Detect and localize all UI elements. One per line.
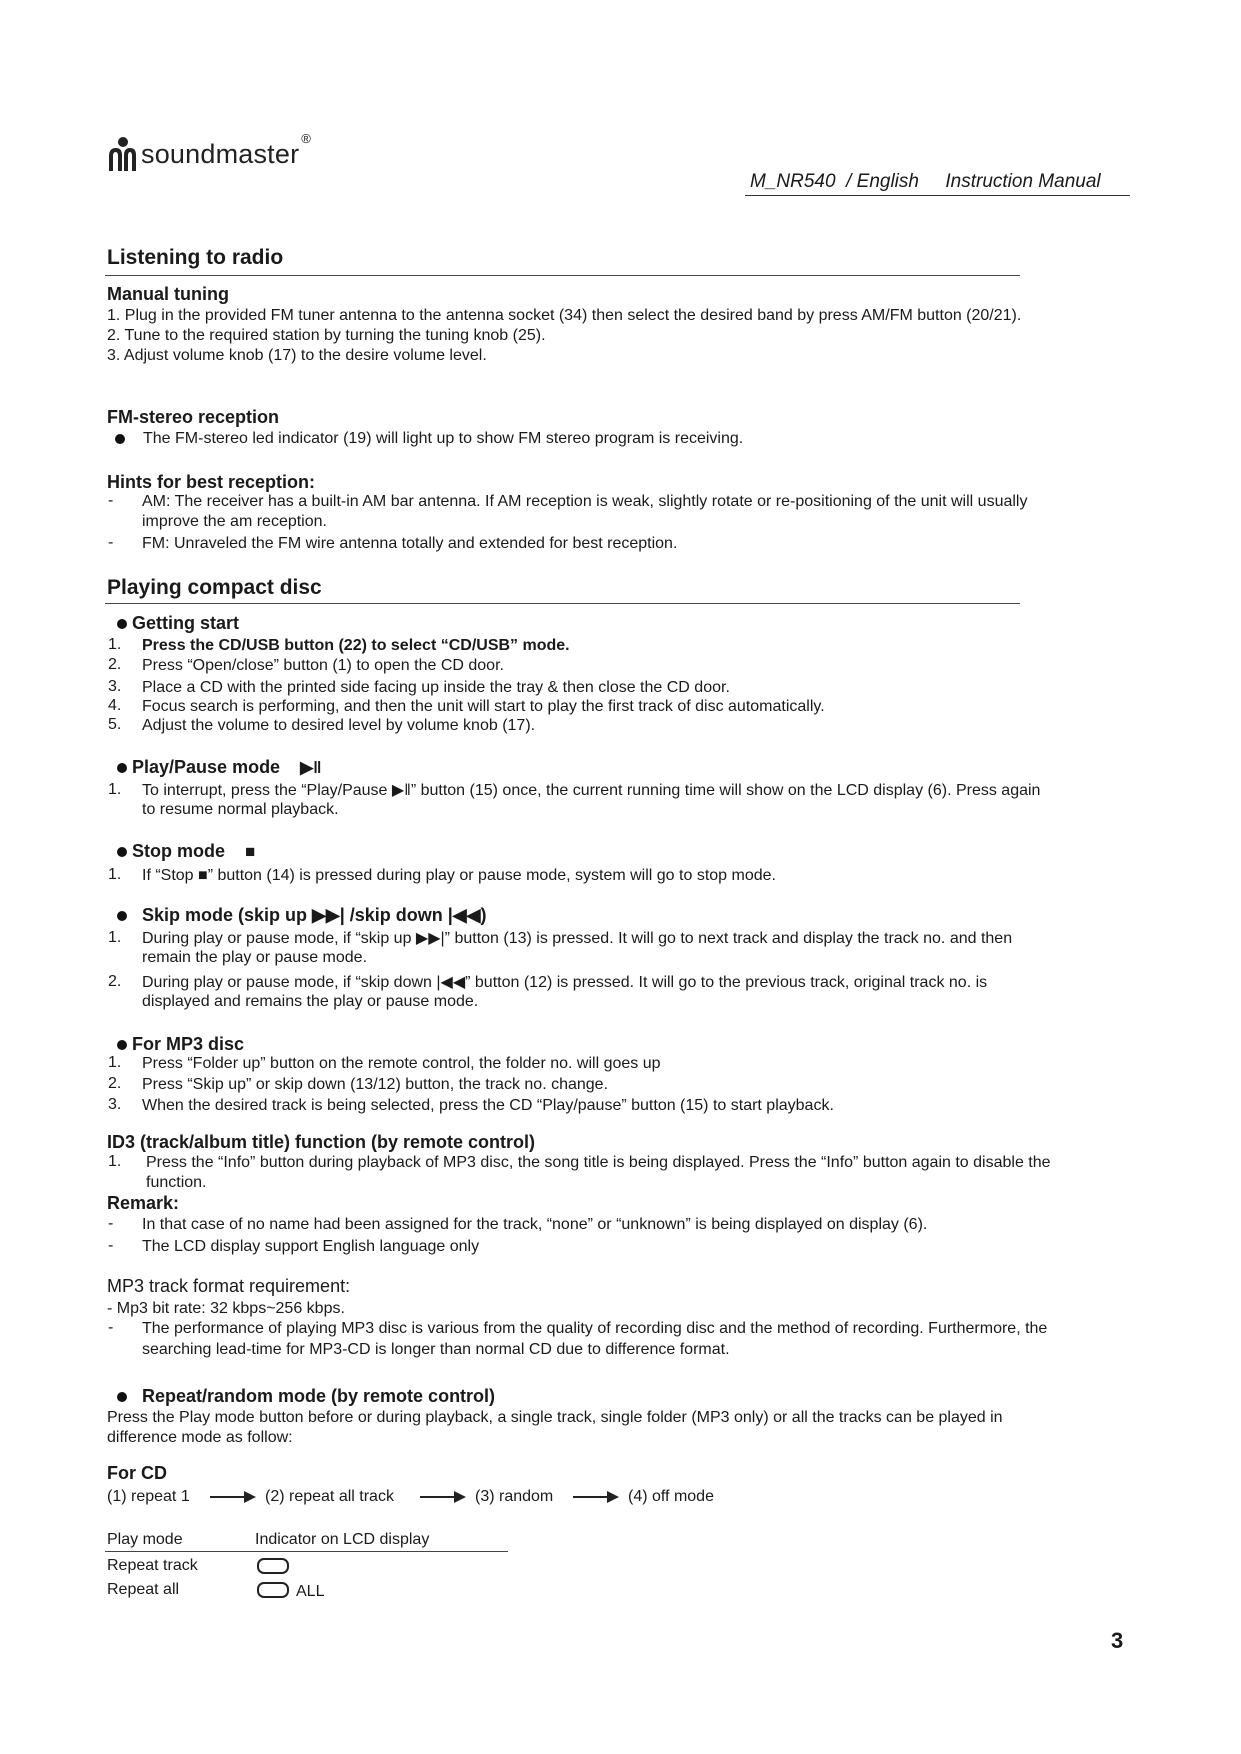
list-item: Press “Open/close” button (1) to open the CD door. [142, 657, 504, 674]
play-pause-text-cont: to resume normal playback. [142, 801, 339, 818]
stop-heading: Stop mode ■ [132, 841, 256, 861]
skip-up-text-cont: remain the play or pause mode. [142, 949, 368, 966]
mode-step: (1) repeat 1 [107, 1488, 190, 1505]
hint-am-cont: improve the am reception. [142, 513, 327, 530]
mode-step: (2) repeat all track [265, 1488, 394, 1505]
hint-fm: FM: Unraveled the FM wire antenna totally and extended for best reception. [142, 535, 678, 552]
manual-title: M_NR540 / English Instruction Manual [750, 171, 1101, 192]
table-header-indicator: Indicator on LCD display [255, 1531, 430, 1548]
list-item: 3. Adjust volume knob (17) to the desire volume level. [107, 347, 487, 364]
list-item: Focus search is performing, and then the unit will start to play the first track of disc automatically. [142, 698, 825, 715]
repeat-heading: Repeat/random mode (by remote control) [142, 1386, 496, 1406]
brand-logo [107, 130, 312, 172]
remark-item: The LCD display support English language only [142, 1238, 480, 1255]
repeat-text-cont: difference mode as follow: [107, 1429, 293, 1446]
fm-stereo-heading: FM-stereo reception [107, 407, 280, 427]
skip-heading: Skip mode (skip up ▶▶| /skip down |◀◀) [142, 905, 487, 925]
bullet-icon [117, 1392, 127, 1402]
header-divider [745, 195, 1130, 196]
bullet-icon [117, 763, 127, 773]
section-divider [105, 275, 1020, 276]
section-title-radio: Listening to radio [107, 246, 284, 269]
id3-heading: ID3 (track/album title) function (by remote control) [107, 1132, 536, 1152]
brand-name: soundmaster® [141, 130, 312, 169]
skip-down-text: During play or pause mode, if “skip down |◀◀” button (12) is pressed. It will go to the previous track, original track no. is [142, 974, 988, 991]
list-item: Press “Folder up” button on the remote control, the folder no. will goes up [142, 1055, 661, 1072]
table-row: Repeat all [107, 1581, 180, 1598]
getting-start-heading: Getting start [132, 613, 240, 633]
for-cd-heading: For CD [107, 1463, 167, 1483]
list-item: Press “Skip up” or skip down (13/12) button, the track no. change. [142, 1076, 609, 1093]
bullet-icon [117, 911, 127, 921]
remark-heading: Remark: [107, 1193, 180, 1213]
section-divider [105, 603, 1020, 604]
fm-stereo-text: The FM-stereo led indicator (19) will light up to show FM stereo program is receiving. [143, 430, 744, 447]
format-performance: The performance of playing MP3 disc is various from the quality of recording disc and the method of recording. Furthermore, the [142, 1320, 1048, 1337]
stop-text: If “Stop ■” button (14) is pressed during play or pause mode, system will go to stop mode. [142, 867, 776, 884]
table-header-play-mode: Play mode [107, 1531, 183, 1548]
list-item: When the desired track is being selected, press the CD “Play/pause” button (15) to start playback. [142, 1097, 834, 1114]
play-pause-heading: Play/Pause mode ▶ǁ [132, 757, 322, 777]
format-bitrate: - Mp3 bit rate: 32 kbps~256 kbps. [107, 1300, 345, 1317]
list-item: Adjust the volume to desired level by volume knob (17). [142, 717, 536, 734]
soundmaster-logo-icon [107, 136, 137, 172]
id3-text: Press the “Info” button during playback of MP3 disc, the song title is being displayed. Press the “Info” button again to disable the [146, 1154, 1051, 1171]
bullet-icon [117, 847, 127, 857]
section-title-cd: Playing compact disc [107, 576, 322, 599]
mode-step: (4) off mode [628, 1488, 714, 1505]
play-pause-text: To interrupt, press the “Play/Pause ▶ǁ” button (15) once, the current running time will show on the LCD display (6). Press again [142, 782, 1041, 799]
format-heading: MP3 track format requirement: [107, 1276, 351, 1296]
format-performance-cont: searching lead-time for MP3-CD is longer than normal CD due to difference format. [142, 1341, 730, 1358]
list-item: Place a CD with the printed side facing up inside the tray & then close the CD door. [142, 679, 730, 696]
remark-item: In that case of no name had been assigned for the track, “none” or “unknown” is being displayed on display (6). [142, 1216, 928, 1233]
arrow-right-icon [210, 1496, 254, 1498]
table-row: Repeat track [107, 1557, 198, 1574]
hint-am: AM: The receiver has a built-in AM bar antenna. If AM reception is weak, slightly rotate or re-positioning of the unit will usually [142, 493, 1028, 510]
arrow-right-icon [420, 1496, 464, 1498]
bullet-icon [117, 619, 127, 629]
table-divider [105, 1551, 508, 1552]
stop-icon: ■ [245, 842, 256, 861]
bullet-icon [115, 434, 125, 444]
skip-down-text-cont: displayed and remains the play or pause mode. [142, 993, 479, 1010]
repeat-text: Press the Play mode button before or during playback, a single track, single folder (MP3 only) or all the tracks can be played in [107, 1409, 1003, 1426]
repeat-icon [257, 1582, 289, 1598]
repeat-icon [257, 1558, 289, 1574]
bullet-icon [117, 1040, 127, 1050]
hints-heading: Hints for best reception: [107, 472, 316, 492]
mode-step: (3) random [475, 1488, 554, 1505]
manual-tuning-heading: Manual tuning [107, 284, 229, 304]
arrow-right-icon [573, 1496, 617, 1498]
page-number: 3 [1111, 1628, 1124, 1653]
id3-text-cont: function. [146, 1174, 207, 1191]
list-item: 2. Tune to the required station by turning the tuning knob (25). [107, 327, 546, 344]
repeat-all-indicator: ALL [296, 1583, 325, 1600]
list-item: 1. Plug in the provided FM tuner antenna to the antenna socket (34) then select the desired band by press AM/FM button (20/21). [107, 307, 1022, 324]
play-pause-icon: ▶ǁ [300, 758, 322, 777]
mp3-heading: For MP3 disc [132, 1034, 245, 1054]
list-item: Press the CD/USB button (22) to select “CD/USB” mode. [142, 637, 570, 654]
skip-up-text: During play or pause mode, if “skip up ▶▶|” button (13) is pressed. It will go to next track and display the track no. and then [142, 930, 1013, 947]
